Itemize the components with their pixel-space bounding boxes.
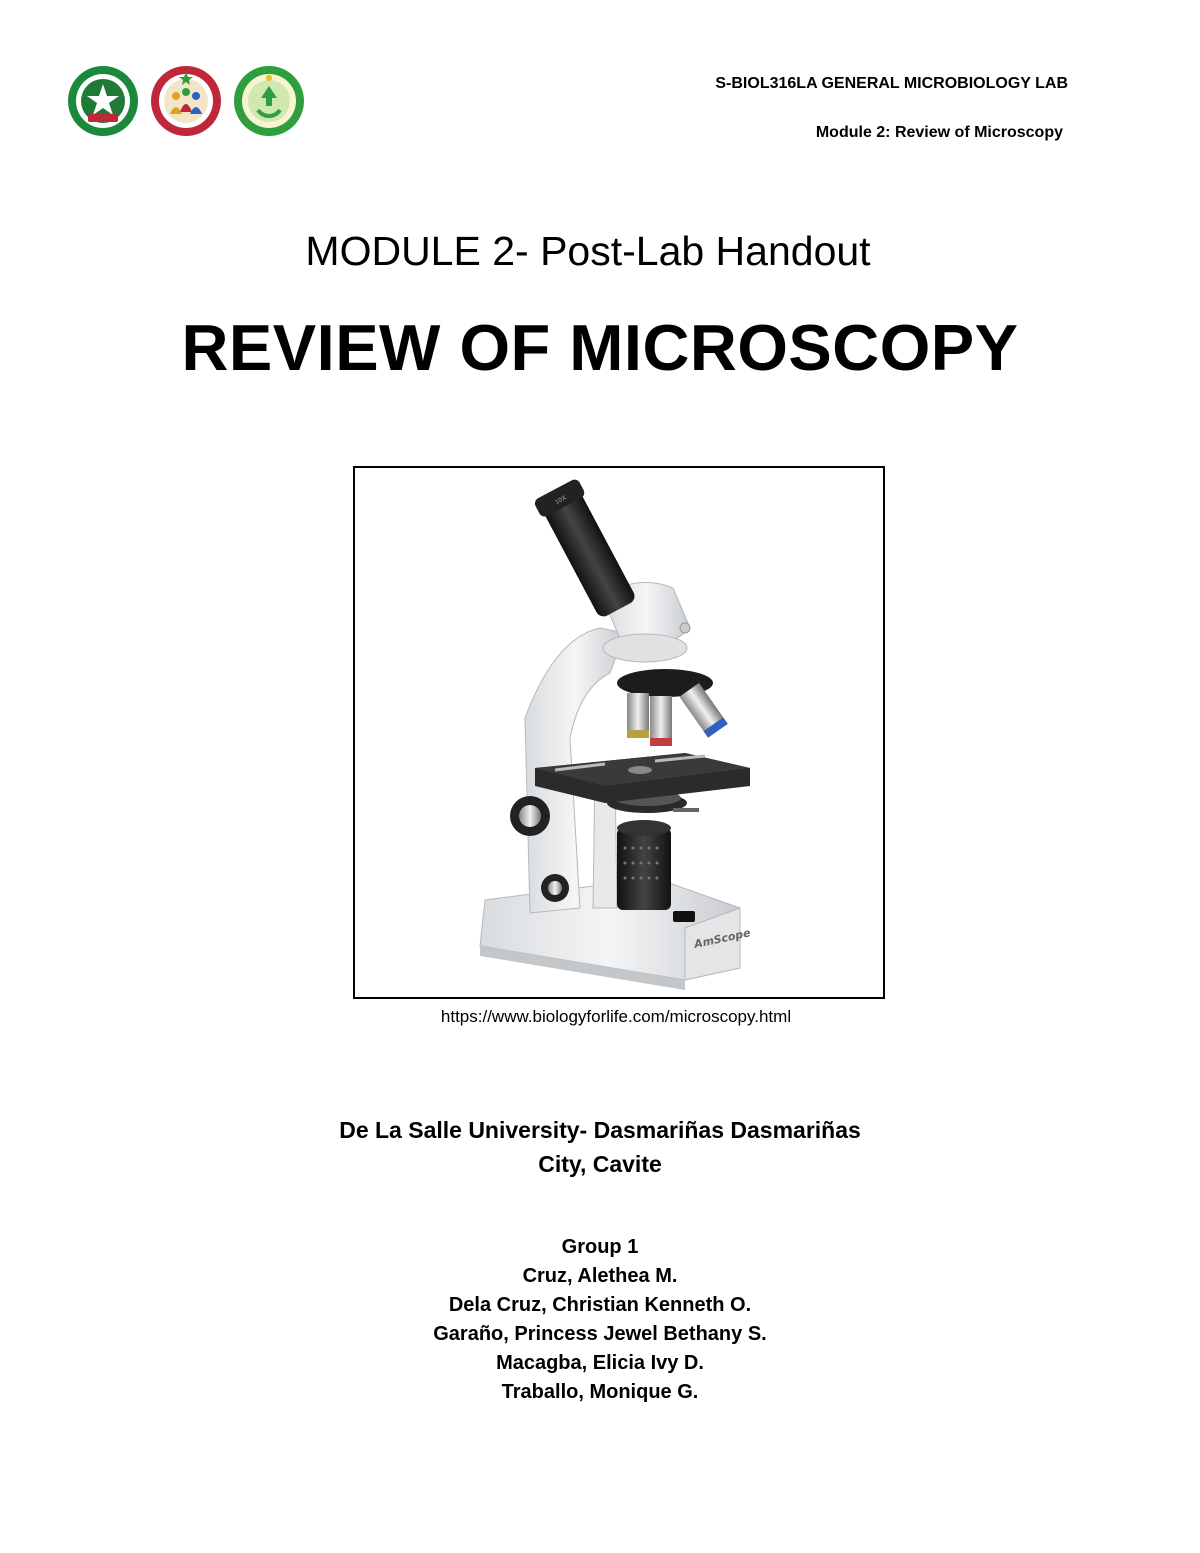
group-member: Macagba, Elicia Ivy D. (496, 1352, 704, 1374)
institution-block (0, 1113, 1200, 1181)
module-subtitle: Module 2: Review of Microscopy (815, 124, 1063, 141)
course-title: S-BIOL316LA GENERAL MICROBIOLOGY LAB (715, 75, 1068, 92)
svg-text:10X: 10X (553, 494, 568, 507)
people-seal-icon (149, 64, 223, 138)
institution-line-2: City, Cavite (538, 1151, 662, 1177)
group-member: Garaño, Princess Jewel Bethany S. (433, 1323, 767, 1345)
group-member: Cruz, Alethea M. (522, 1265, 678, 1287)
microscope-figure (353, 466, 885, 999)
group-member: Dela Cruz, Christian Kenneth O. (448, 1294, 752, 1316)
group-label: Group 1 (561, 1236, 639, 1258)
image-source-url[interactable]: https://www.biologyforlife.com/microscopy.html (440, 1007, 792, 1026)
main-title: REVIEW OF MICROSCOPY (181, 311, 1019, 384)
group-member: Traballo, Monique G. (501, 1381, 699, 1403)
star-seal-icon (66, 64, 140, 138)
handout-title: MODULE 2- Post-Lab Handout (305, 228, 871, 274)
microscope-image (355, 468, 883, 997)
institution-line-1: De La Salle University- Dasmariñas Dasmariñas (339, 1117, 861, 1143)
recycle-seal-icon (232, 64, 306, 138)
brand-label: AmScope (692, 926, 752, 951)
group-block (0, 1233, 1200, 1407)
